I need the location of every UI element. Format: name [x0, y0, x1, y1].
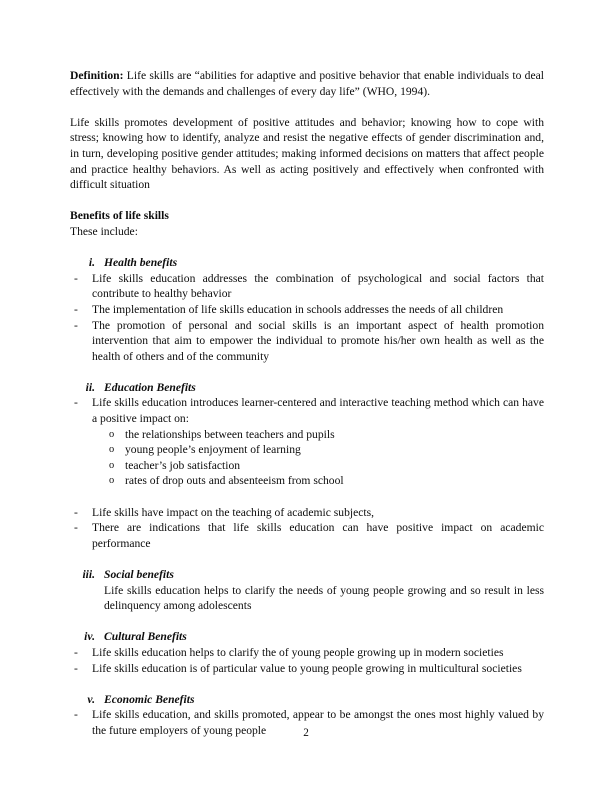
- benefit-item-health: [70, 255, 544, 271]
- benefit-item-social: [70, 567, 544, 614]
- definition-text: Life skills are “abilities for adaptive and positive behavior that enable individuals to deal effectively with the demands and challenges of every day life” (WHO, 1994).: [70, 69, 544, 98]
- list-item-text: Life skills education, and skills promoted, appear to be amongst the ones most highly valued by the future employers of young people: [92, 708, 544, 737]
- health-benefit-bullets: [70, 271, 544, 365]
- spacer: [70, 240, 544, 256]
- definition-paragraph: [70, 68, 544, 99]
- list-item: [74, 395, 544, 426]
- list-item: [74, 271, 544, 302]
- benefits-lead-in: These include:: [70, 224, 138, 238]
- spacer: [70, 676, 544, 692]
- dash-bullet-icon: -: [74, 521, 78, 535]
- benefit-item-economic: [70, 692, 544, 708]
- list-item-text: The implementation of life skills education in schools addresses the needs of all children: [92, 302, 504, 316]
- benefit-title: Cultural Benefits: [104, 630, 187, 644]
- circle-bullet-icon: o: [109, 475, 115, 487]
- cultural-benefit-bullets: [70, 645, 544, 676]
- education-benefit-sub-bullets: [70, 427, 544, 489]
- spacer: [70, 364, 544, 380]
- list-item: [109, 458, 544, 474]
- circle-bullet-icon: o: [109, 428, 115, 440]
- list-item: [74, 318, 544, 365]
- benefits-heading: Benefits of life skills: [70, 209, 169, 223]
- list-item-text: the relationships between teachers and pupils: [125, 427, 335, 441]
- list-item: [74, 645, 544, 661]
- list-item: [109, 427, 544, 443]
- benefit-title: Health benefits: [104, 256, 178, 270]
- dash-bullet-icon: -: [74, 302, 78, 316]
- education-benefit-bullets-after: [70, 505, 544, 552]
- list-item-text: Life skills education is of particular value to young people growing in multicultural societies: [92, 661, 522, 675]
- list-marker-roman: v.: [87, 692, 95, 706]
- list-item: [109, 442, 544, 458]
- dash-bullet-icon: -: [74, 645, 78, 659]
- list-marker-roman: i.: [88, 256, 95, 270]
- list-item: [74, 661, 544, 677]
- list-item: [74, 302, 544, 318]
- benefit-paragraph: Life skills education helps to clarify the needs of young people growing and so result in less delinquency among adolescents: [104, 583, 544, 613]
- spacer: [70, 551, 544, 567]
- dash-bullet-icon: -: [74, 661, 78, 675]
- benefit-title: Economic Benefits: [104, 692, 195, 706]
- benefit-item-cultural: [70, 629, 544, 645]
- intro-paragraph: Life skills promotes development of positive attitudes and behavior; knowing how to cope with stress; knowing how to identify, analyze and resist the negative effects of gender discrimination and, in turn, developing positive gender attitudes; making informed decisions on matters that affect people and practice healthy behaviors. As well as acting positively and effectively when confronted with difficult situation: [70, 115, 544, 192]
- benefit-item-education: [70, 380, 544, 396]
- dash-bullet-icon: -: [74, 708, 78, 722]
- list-item-text: There are indications that life skills education can have positive impact on academic performance: [92, 521, 544, 550]
- dash-bullet-icon: -: [74, 396, 78, 410]
- dash-bullet-icon: -: [74, 318, 78, 332]
- dash-bullet-icon: -: [74, 271, 78, 285]
- list-item-text: The promotion of personal and social skills is an important aspect of health promotion intervention that aim to empower the individual to promote his/her own health as well as the health of others and of the community: [92, 318, 544, 363]
- list-item: [109, 473, 544, 489]
- spacer: [70, 614, 544, 630]
- page-number: 2: [303, 727, 309, 739]
- benefit-title: Social benefits: [104, 568, 174, 581]
- list-item-text: Life skills education introduces learner-centered and interactive teaching method which can have a positive impact on:: [92, 396, 544, 426]
- circle-bullet-icon: o: [109, 444, 115, 456]
- list-item-text: teacher’s job satisfaction: [125, 458, 241, 472]
- list-marker-roman: iv.: [84, 630, 95, 644]
- dash-bullet-icon: -: [74, 505, 78, 519]
- list-marker-roman: ii.: [85, 380, 95, 394]
- list-item-text: rates of drop outs and absenteeism from school: [125, 474, 344, 488]
- list-marker-roman: iii.: [82, 568, 95, 581]
- education-benefit-bullets: [70, 395, 544, 426]
- benefit-title: Education Benefits: [104, 380, 196, 394]
- list-item-text: Life skills education addresses the combination of psychological and social factors that contribute to healthy behavior: [92, 271, 544, 301]
- list-item-text: Life skills education helps to clarify the of young people growing up in modern societies: [92, 645, 504, 659]
- list-item: [74, 520, 544, 551]
- spacer: [70, 193, 544, 209]
- spacer: [70, 99, 544, 115]
- list-item-text: young people’s enjoyment of learning: [125, 443, 301, 457]
- definition-label: Definition:: [70, 69, 124, 82]
- circle-bullet-icon: o: [109, 459, 115, 471]
- list-item-text: Life skills have impact on the teaching of academic subjects,: [92, 505, 375, 519]
- spacer: [70, 489, 544, 505]
- list-item: [74, 505, 544, 521]
